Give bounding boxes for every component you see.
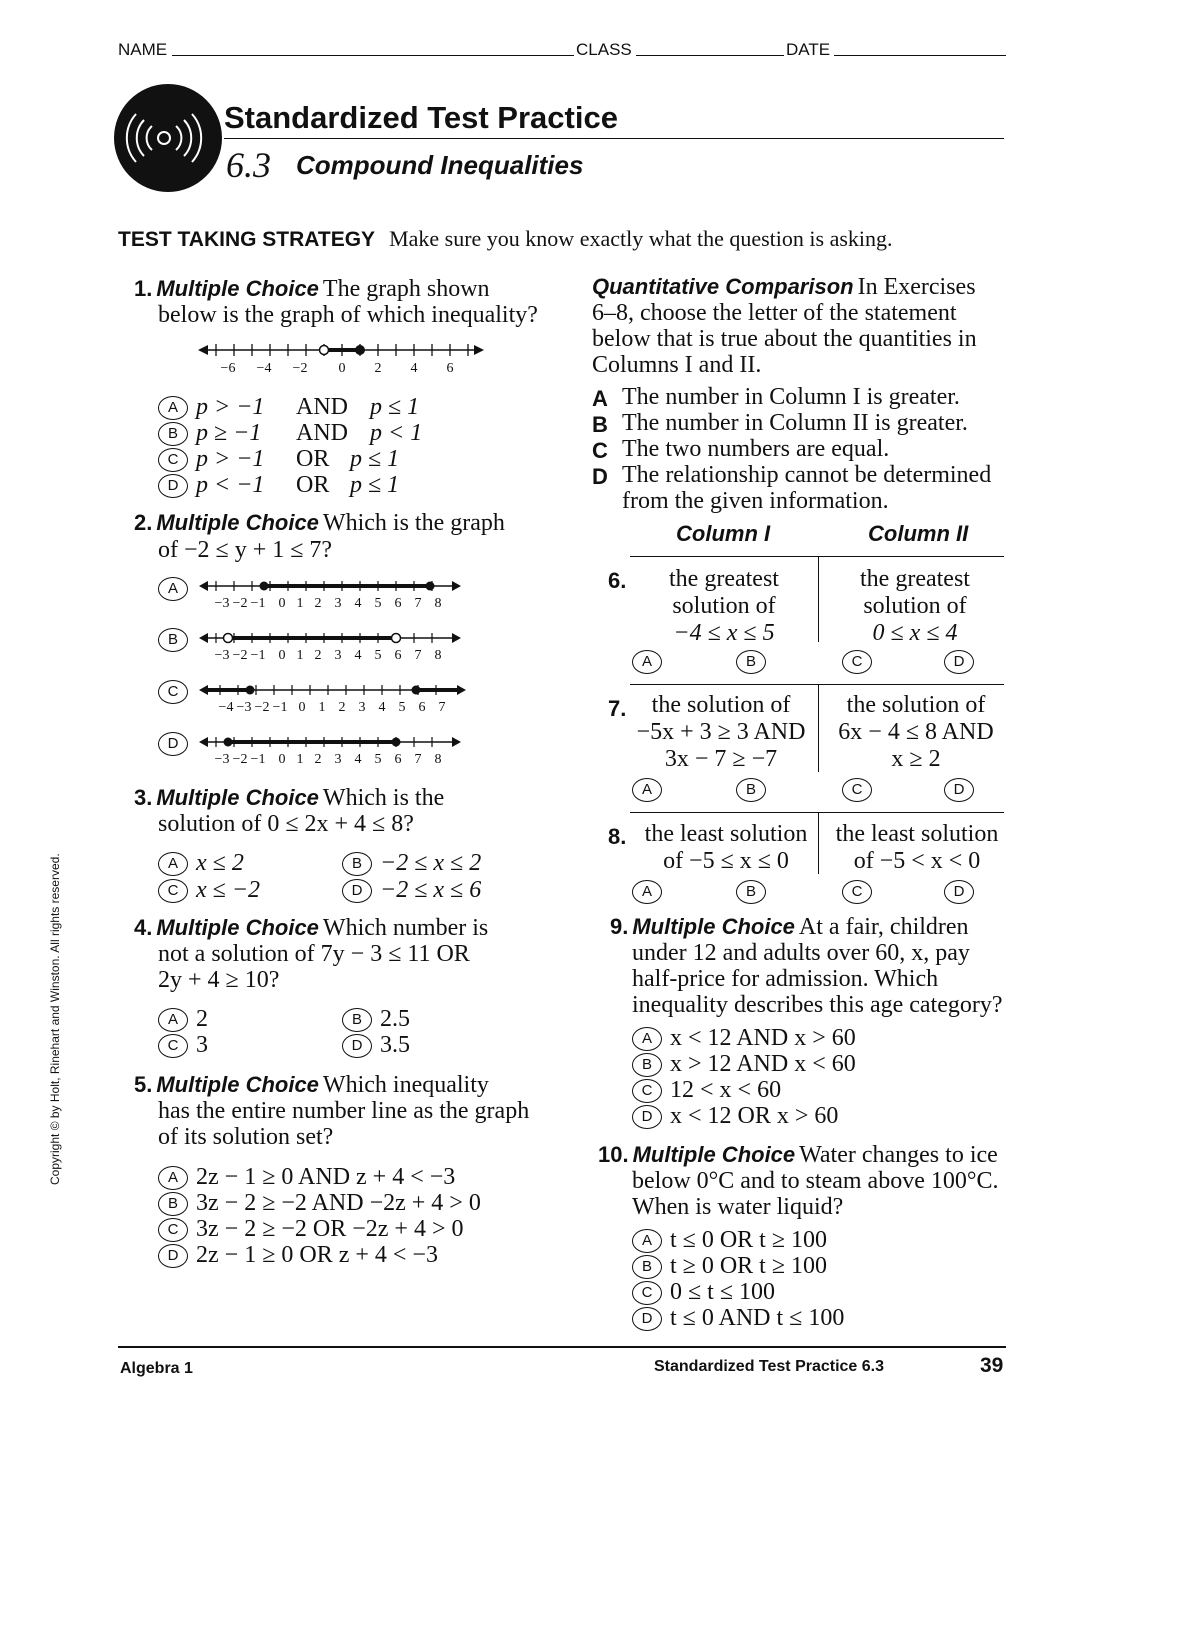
table-rule (630, 812, 1004, 813)
qc-heading: Quantitative Comparison (592, 274, 854, 299)
question-stem: At a fair, children (798, 914, 969, 940)
svg-text:4: 4 (378, 700, 386, 715)
qc-intro (592, 274, 1012, 301)
question-stem: Which inequality (322, 1072, 489, 1098)
svg-text:2: 2 (314, 648, 322, 663)
svg-text:2: 2 (314, 752, 322, 767)
table-rule (630, 556, 1004, 557)
question-stem: Water changes to ice (799, 1142, 998, 1168)
q7-bubble-d[interactable]: D (944, 778, 982, 802)
bubble-b[interactable]: B (342, 1008, 372, 1032)
bubble-c[interactable]: C (632, 1281, 662, 1305)
svg-text:3: 3 (334, 648, 342, 663)
q7-col2: the solution of 6x − 4 ≤ 8 AND x ≥ 2 (838, 692, 994, 772)
bubble-d[interactable]: D (342, 1034, 372, 1058)
page-number: 39 (980, 1354, 1004, 1377)
svg-text:2: 2 (338, 700, 346, 715)
q2-graph-d (198, 732, 463, 770)
tick-label: 2 (374, 361, 382, 376)
q6-bubble-b[interactable]: B (736, 650, 774, 674)
statement-d: The relationship cannot be determined (622, 462, 992, 488)
q3-choice-a[interactable]: A x ≤ 2 (158, 850, 244, 877)
choice-part: p ≤ 1 (350, 446, 400, 472)
qc-intro-line: In Exercises (857, 274, 976, 300)
bubble-d[interactable]: D (632, 1307, 662, 1331)
question-stem-line: When is water liquid? (632, 1194, 844, 1220)
bubble-d[interactable]: D (158, 474, 188, 498)
question-stem-line: 2y + 4 ≥ 10? (158, 967, 280, 993)
bubble-a[interactable]: A (158, 396, 188, 420)
bubble-a[interactable]: A (158, 1008, 188, 1032)
svg-text:1: 1 (296, 648, 304, 663)
q10-choice-d[interactable]: D t ≤ 0 AND t ≤ 100 (632, 1305, 844, 1332)
svg-text:−2: −2 (232, 596, 248, 611)
question-2 (134, 510, 554, 537)
svg-text:7: 7 (414, 752, 422, 767)
connector: OR (296, 472, 330, 498)
q2-choice-a[interactable] (158, 577, 196, 601)
tick-label: −6 (220, 361, 236, 376)
question-number: 2. (134, 510, 153, 535)
q1-choice-b[interactable]: B p ≥ −1 (158, 420, 261, 447)
footer-title: Standardized Test Practice 6.3 (654, 1358, 885, 1375)
question-stem: The graph shown (322, 276, 490, 302)
question-number: 3. (134, 785, 153, 810)
svg-text:−3: −3 (214, 648, 230, 663)
question-type: Multiple Choice (156, 510, 319, 535)
svg-text:−3: −3 (214, 752, 230, 767)
question-5 (134, 1072, 554, 1099)
question-8-number: 8. (608, 824, 627, 849)
question-stem: Which is the graph (322, 510, 505, 536)
q8-col1: the least solution of −5 ≤ x ≤ 0 (644, 821, 808, 874)
q3-choice-b[interactable]: B −2 ≤ x ≤ 2 (342, 850, 481, 877)
tick-label: 4 (410, 361, 418, 376)
svg-text:6: 6 (394, 752, 402, 767)
page-title: Standardized Test Practice (224, 100, 618, 135)
svg-text:7: 7 (438, 700, 446, 715)
question-stem-line: has the entire number line as the graph (158, 1098, 530, 1124)
question-10 (598, 1142, 1018, 1169)
svg-text:0: 0 (278, 596, 286, 611)
svg-text:−1: −1 (272, 700, 288, 715)
date-field-line[interactable] (834, 55, 1006, 56)
q6-bubble-a[interactable]: A (632, 650, 670, 674)
svg-text:4: 4 (354, 648, 362, 663)
svg-text:4: 4 (354, 752, 362, 767)
question-stem: Which is the (322, 785, 445, 811)
tick-label: −4 (256, 361, 272, 376)
svg-text:5: 5 (398, 700, 406, 715)
q9-choice-d[interactable]: D x < 12 OR x > 60 (632, 1103, 838, 1130)
svg-text:−3: −3 (236, 700, 252, 715)
bubble-c[interactable]: C (632, 1079, 662, 1103)
svg-text:0: 0 (278, 648, 286, 663)
question-stem: Which number is (322, 915, 489, 941)
q9-choice-b[interactable]: B x > 12 AND x < 60 (632, 1051, 856, 1078)
svg-text:6: 6 (394, 596, 402, 611)
statement-letter: D (592, 464, 608, 489)
svg-text:7: 7 (414, 596, 422, 611)
question-number: 1. (134, 276, 153, 301)
column-divider (818, 556, 819, 642)
bubble-c[interactable]: C (158, 1218, 188, 1242)
class-label: CLASS (576, 40, 632, 59)
bubble-c[interactable]: C (158, 879, 188, 903)
qc-intro-line: 6–8, choose the letter of the statement (592, 300, 957, 326)
bubble-a[interactable]: A (158, 577, 188, 601)
statement-b: The number in Column II is greater. (622, 410, 968, 436)
svg-text:6: 6 (418, 700, 426, 715)
q8-bubble-c[interactable]: C (842, 880, 880, 904)
q1-choice-d[interactable]: D p < −1 (158, 472, 264, 499)
q10-choice-c[interactable]: C 0 ≤ t ≤ 100 (632, 1279, 775, 1306)
question-4 (134, 915, 554, 942)
question-number: 9. (610, 914, 629, 939)
bubble-a[interactable]: A (632, 1027, 662, 1051)
q2-choice-c[interactable] (158, 680, 196, 704)
choice-part: p ≤ 1 (350, 472, 400, 498)
svg-text:7: 7 (414, 648, 422, 663)
svg-text:0: 0 (278, 752, 286, 767)
choice-part: p < 1 (370, 420, 423, 446)
question-type: Multiple Choice (156, 1072, 319, 1097)
statement-letter: A (592, 386, 608, 411)
svg-text:5: 5 (374, 648, 382, 663)
svg-text:3: 3 (334, 752, 342, 767)
statement-letter: C (592, 438, 608, 463)
q9-choice-c[interactable]: C 12 < x < 60 (632, 1077, 781, 1104)
question-stem-line: under 12 and adults over 60, x, pay (632, 940, 970, 966)
q7-col1: the solution of −5x + 3 ≥ 3 AND 3x − 7 ≥ −7 (636, 692, 806, 772)
copyright-notice: Copyright © by Holt, Rinehart and Winston. All rights reserved. (48, 853, 62, 1185)
question-3 (134, 785, 554, 812)
q7-bubble-c[interactable]: C (842, 778, 880, 802)
q2-graph-b (198, 628, 463, 666)
question-stem-line: not a solution of 7y − 3 ≤ 11 OR (158, 941, 470, 967)
q2-choice-b[interactable] (158, 628, 196, 652)
statement-letter: B (592, 412, 608, 437)
question-7-number: 7. (608, 696, 627, 721)
bubble-b[interactable]: B (158, 628, 188, 652)
q4-choice-d[interactable]: D 3.5 (342, 1032, 410, 1059)
q5-choice-b[interactable]: B 3z − 2 ≥ −2 AND −2z + 4 > 0 (158, 1190, 481, 1217)
footer-rule (118, 1346, 1006, 1348)
question-1 (134, 276, 554, 303)
bubble-c[interactable]: C (158, 680, 188, 704)
bubble-b[interactable]: B (632, 1053, 662, 1077)
svg-text:−1: −1 (250, 596, 266, 611)
question-type: Multiple Choice (632, 1142, 796, 1167)
q1-choice-c[interactable]: C p > −1 (158, 446, 264, 473)
bubble-a[interactable]: A (632, 1229, 662, 1253)
svg-text:−4: −4 (218, 700, 234, 715)
date-label: DATE (786, 40, 831, 59)
svg-text:−3: −3 (214, 596, 230, 611)
footer-course: Algebra 1 (120, 1360, 193, 1377)
section-number: 6.3 (226, 145, 271, 185)
q5-choice-a[interactable]: A 2z − 1 ≥ 0 AND z + 4 < −3 (158, 1164, 455, 1191)
question-number: 10. (598, 1142, 629, 1167)
name-label: NAME (118, 40, 168, 59)
bubble-a[interactable]: A (158, 1166, 188, 1190)
connector: AND (296, 420, 348, 446)
q2-choice-d[interactable] (158, 732, 196, 756)
q9-choice-a[interactable]: A x < 12 AND x > 60 (632, 1025, 856, 1052)
question-stem-line: inequality describes this age category? (632, 992, 1003, 1018)
statement-c: The two numbers are equal. (622, 436, 890, 462)
svg-text:4: 4 (354, 596, 362, 611)
svg-text:5: 5 (374, 596, 382, 611)
connector: AND (296, 394, 348, 420)
q7-bubble-a[interactable]: A (632, 778, 670, 802)
svg-text:6: 6 (394, 648, 402, 663)
q2-graph-c (198, 680, 468, 718)
listening-ear-logo-icon (112, 82, 224, 194)
q6-bubble-c[interactable]: C (842, 650, 880, 674)
q5-choice-c[interactable]: C 3z − 2 ≥ −2 OR −2z + 4 > 0 (158, 1216, 464, 1243)
bubble-b[interactable]: B (158, 422, 188, 446)
bubble-d[interactable]: D (158, 732, 188, 756)
q8-bubble-b[interactable]: B (736, 880, 774, 904)
q6-bubble-d[interactable]: D (944, 650, 982, 674)
statement-a: The number in Column I is greater. (622, 384, 960, 410)
question-type: Multiple Choice (156, 785, 319, 810)
svg-text:3: 3 (358, 700, 366, 715)
svg-text:3: 3 (334, 596, 342, 611)
question-number: 5. (134, 1072, 153, 1097)
class-field-line[interactable] (636, 55, 784, 56)
question-stem-line: below 0°C and to steam above 100°C. (632, 1168, 999, 1194)
name-field-line[interactable] (172, 55, 574, 56)
section-title: Compound Inequalities (296, 150, 584, 180)
svg-text:−1: −1 (250, 752, 266, 767)
q1-number-line (196, 338, 486, 380)
question-stem-line: of its solution set? (158, 1124, 334, 1150)
q3-choice-d[interactable]: D −2 ≤ x ≤ 6 (342, 877, 481, 904)
tick-label: −2 (292, 361, 308, 376)
bubble-b[interactable]: B (342, 852, 372, 876)
column-1-header: Column I (676, 521, 771, 546)
bubble-a[interactable]: A (158, 852, 188, 876)
choice-part: p ≤ 1 (370, 394, 420, 420)
question-number: 4. (134, 915, 153, 940)
svg-text:8: 8 (434, 648, 442, 663)
q6-col2: the greatest solution of 0 ≤ x ≤ 4 (860, 566, 970, 646)
q2-graph-a (198, 576, 463, 614)
question-type: Multiple Choice (632, 914, 795, 939)
bubble-b[interactable]: B (632, 1255, 662, 1279)
svg-text:−2: −2 (232, 648, 248, 663)
column-2-header: Column II (868, 521, 969, 546)
q10-choice-b[interactable]: B t ≥ 0 OR t ≥ 100 (632, 1253, 827, 1280)
q4-choice-b[interactable]: B 2.5 (342, 1006, 410, 1033)
svg-text:1: 1 (318, 700, 326, 715)
svg-text:−2: −2 (254, 700, 270, 715)
tick-label: 0 (338, 361, 346, 376)
question-6-number: 6. (608, 568, 627, 593)
q10-choice-a[interactable]: A t ≤ 0 OR t ≥ 100 (632, 1227, 827, 1254)
strategy-text: Make sure you know exactly what the question is asking. (389, 226, 893, 251)
bubble-d[interactable]: D (632, 1105, 662, 1129)
svg-text:−2: −2 (232, 752, 248, 767)
qc-intro-line: below that is true about the quantities in (592, 326, 977, 352)
svg-text:2: 2 (314, 596, 322, 611)
question-stem-line: half-price for admission. Which (632, 966, 939, 992)
svg-text:1: 1 (296, 596, 304, 611)
tick-label: 6 (446, 361, 454, 376)
question-stem-line: below is the graph of which inequality? (158, 302, 538, 328)
title-rule (224, 138, 1004, 139)
table-rule (630, 684, 1004, 685)
question-stem-line: of −2 ≤ y + 1 ≤ 7? (158, 537, 333, 563)
svg-text:0: 0 (298, 700, 306, 715)
q8-bubble-d[interactable]: D (944, 880, 982, 904)
svg-text:−1: −1 (250, 648, 266, 663)
q7-bubble-b[interactable]: B (736, 778, 774, 802)
statement-d-cont: from the given information. (622, 488, 889, 514)
column-divider (818, 812, 819, 874)
q4-choice-a[interactable]: A 2 (158, 1006, 208, 1033)
bubble-c[interactable]: C (158, 1034, 188, 1058)
q4-choice-c[interactable]: C 3 (158, 1032, 208, 1059)
connector: OR (296, 446, 330, 472)
strategy-label: TEST TAKING STRATEGY (118, 228, 376, 251)
svg-text:5: 5 (374, 752, 382, 767)
svg-text:8: 8 (434, 596, 442, 611)
question-type: Multiple Choice (156, 915, 319, 940)
q3-choice-c[interactable]: C x ≤ −2 (158, 877, 260, 904)
q8-bubble-a[interactable]: A (632, 880, 670, 904)
q6-col1: the greatest solution of −4 ≤ x ≤ 5 (669, 566, 779, 646)
qc-intro-line: Columns I and II. (592, 352, 762, 378)
svg-text:8: 8 (434, 752, 442, 767)
column-divider (818, 684, 819, 772)
q8-col2: the least solution of −5 < x < 0 (835, 821, 999, 874)
question-stem-line: solution of 0 ≤ 2x + 4 ≤ 8? (158, 811, 414, 837)
bubble-d[interactable]: D (158, 1244, 188, 1268)
q1-choice-a[interactable]: A p > −1 (158, 394, 264, 421)
bubble-d[interactable]: D (342, 879, 372, 903)
q5-choice-d[interactable]: D 2z − 1 ≥ 0 OR z + 4 < −3 (158, 1242, 438, 1269)
question-type: Multiple Choice (156, 276, 319, 301)
svg-text:1: 1 (296, 752, 304, 767)
bubble-b[interactable]: B (158, 1192, 188, 1216)
bubble-c[interactable]: C (158, 448, 188, 472)
question-9 (610, 914, 1030, 941)
